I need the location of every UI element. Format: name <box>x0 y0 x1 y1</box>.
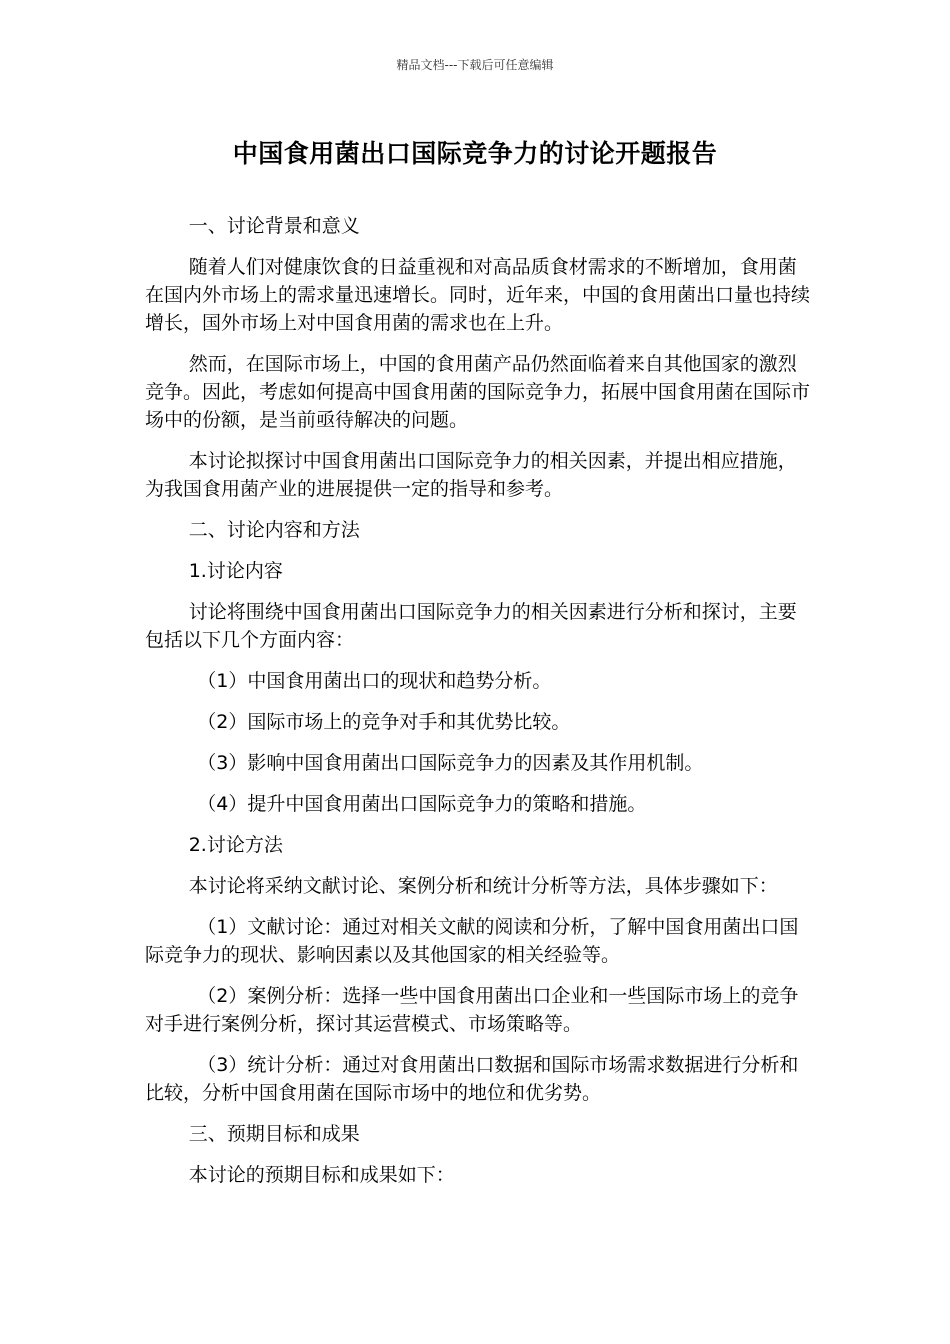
list-item: （2）案例分析：选择一些中国食用菌出口企业和一些国际市场上的竞争对手进行案例分析，探讨其运营模式、市场策略等。 <box>145 985 799 1035</box>
document-title: 中国食用菌出口国际竞争力的讨论开题报告 <box>232 139 718 168</box>
subsection-heading-methods: 2.讨论方法 <box>188 834 283 856</box>
section-heading-background: 一、讨论背景和意义 <box>188 215 360 237</box>
paragraph: 讨论将围绕中国食用菌出口国际竞争力的相关因素进行分析和探讨，主要包括以下几个方面内容： <box>145 601 797 651</box>
list-item: （3）影响中国食用菌出口国际竞争力的因素及其作用机制。 <box>197 752 704 774</box>
section-heading-content-methods: 二、讨论内容和方法 <box>188 519 360 541</box>
list-item: （1）中国食用菌出口的现状和趋势分析。 <box>197 670 552 692</box>
list-item: （3）统计分析：通过对食用菌出口数据和国际市场需求数据进行分析和比较，分析中国食用菌在国际市场中的地位和优劣势。 <box>145 1054 799 1104</box>
paragraph: 随着人们对健康饮食的日益重视和对高品质食材需求的不断增加，食用菌在国内外市场上的需求量迅速增长。同时，近年来，中国的食用菌出口量也持续增长，国外市场上对中国食用菌的需求也在上升。 <box>145 256 811 334</box>
list-item: （1）文献讨论：通过对相关文献的阅读和分析，了解中国食用菌出口国际竞争力的现状、影响因素以及其他国家的相关经验等。 <box>145 916 799 966</box>
list-item: （2）国际市场上的竞争对手和其优势比较。 <box>197 711 571 733</box>
paragraph: 本讨论将采纳文献讨论、案例分析和统计分析等方法，具体步骤如下： <box>188 875 778 897</box>
paragraph: 然而，在国际市场上，中国的食用菌产品仍然面临着来自其他国家的激烈竞争。因此，考虑如何提高中国食用菌的国际竞争力，拓展中国食用菌在国际市场中的份额，是当前亟待解决的问题。 <box>145 353 811 431</box>
document-body <box>145 212 810 1202</box>
list-item: （4）提升中国食用菌出口国际竞争力的策略和措施。 <box>197 793 647 815</box>
paragraph: 本讨论的预期目标和成果如下： <box>188 1164 455 1186</box>
page-header: 精品文档---下载后可任意编辑 <box>396 58 554 72</box>
section-heading-goals: 三、预期目标和成果 <box>188 1123 360 1145</box>
subsection-heading-content: 1.讨论内容 <box>188 560 283 582</box>
paragraph: 本讨论拟探讨中国食用菌出口国际竞争力的相关因素，并提出相应措施，为我国食用菌产业的进展提供一定的指导和参考。 <box>145 450 797 500</box>
